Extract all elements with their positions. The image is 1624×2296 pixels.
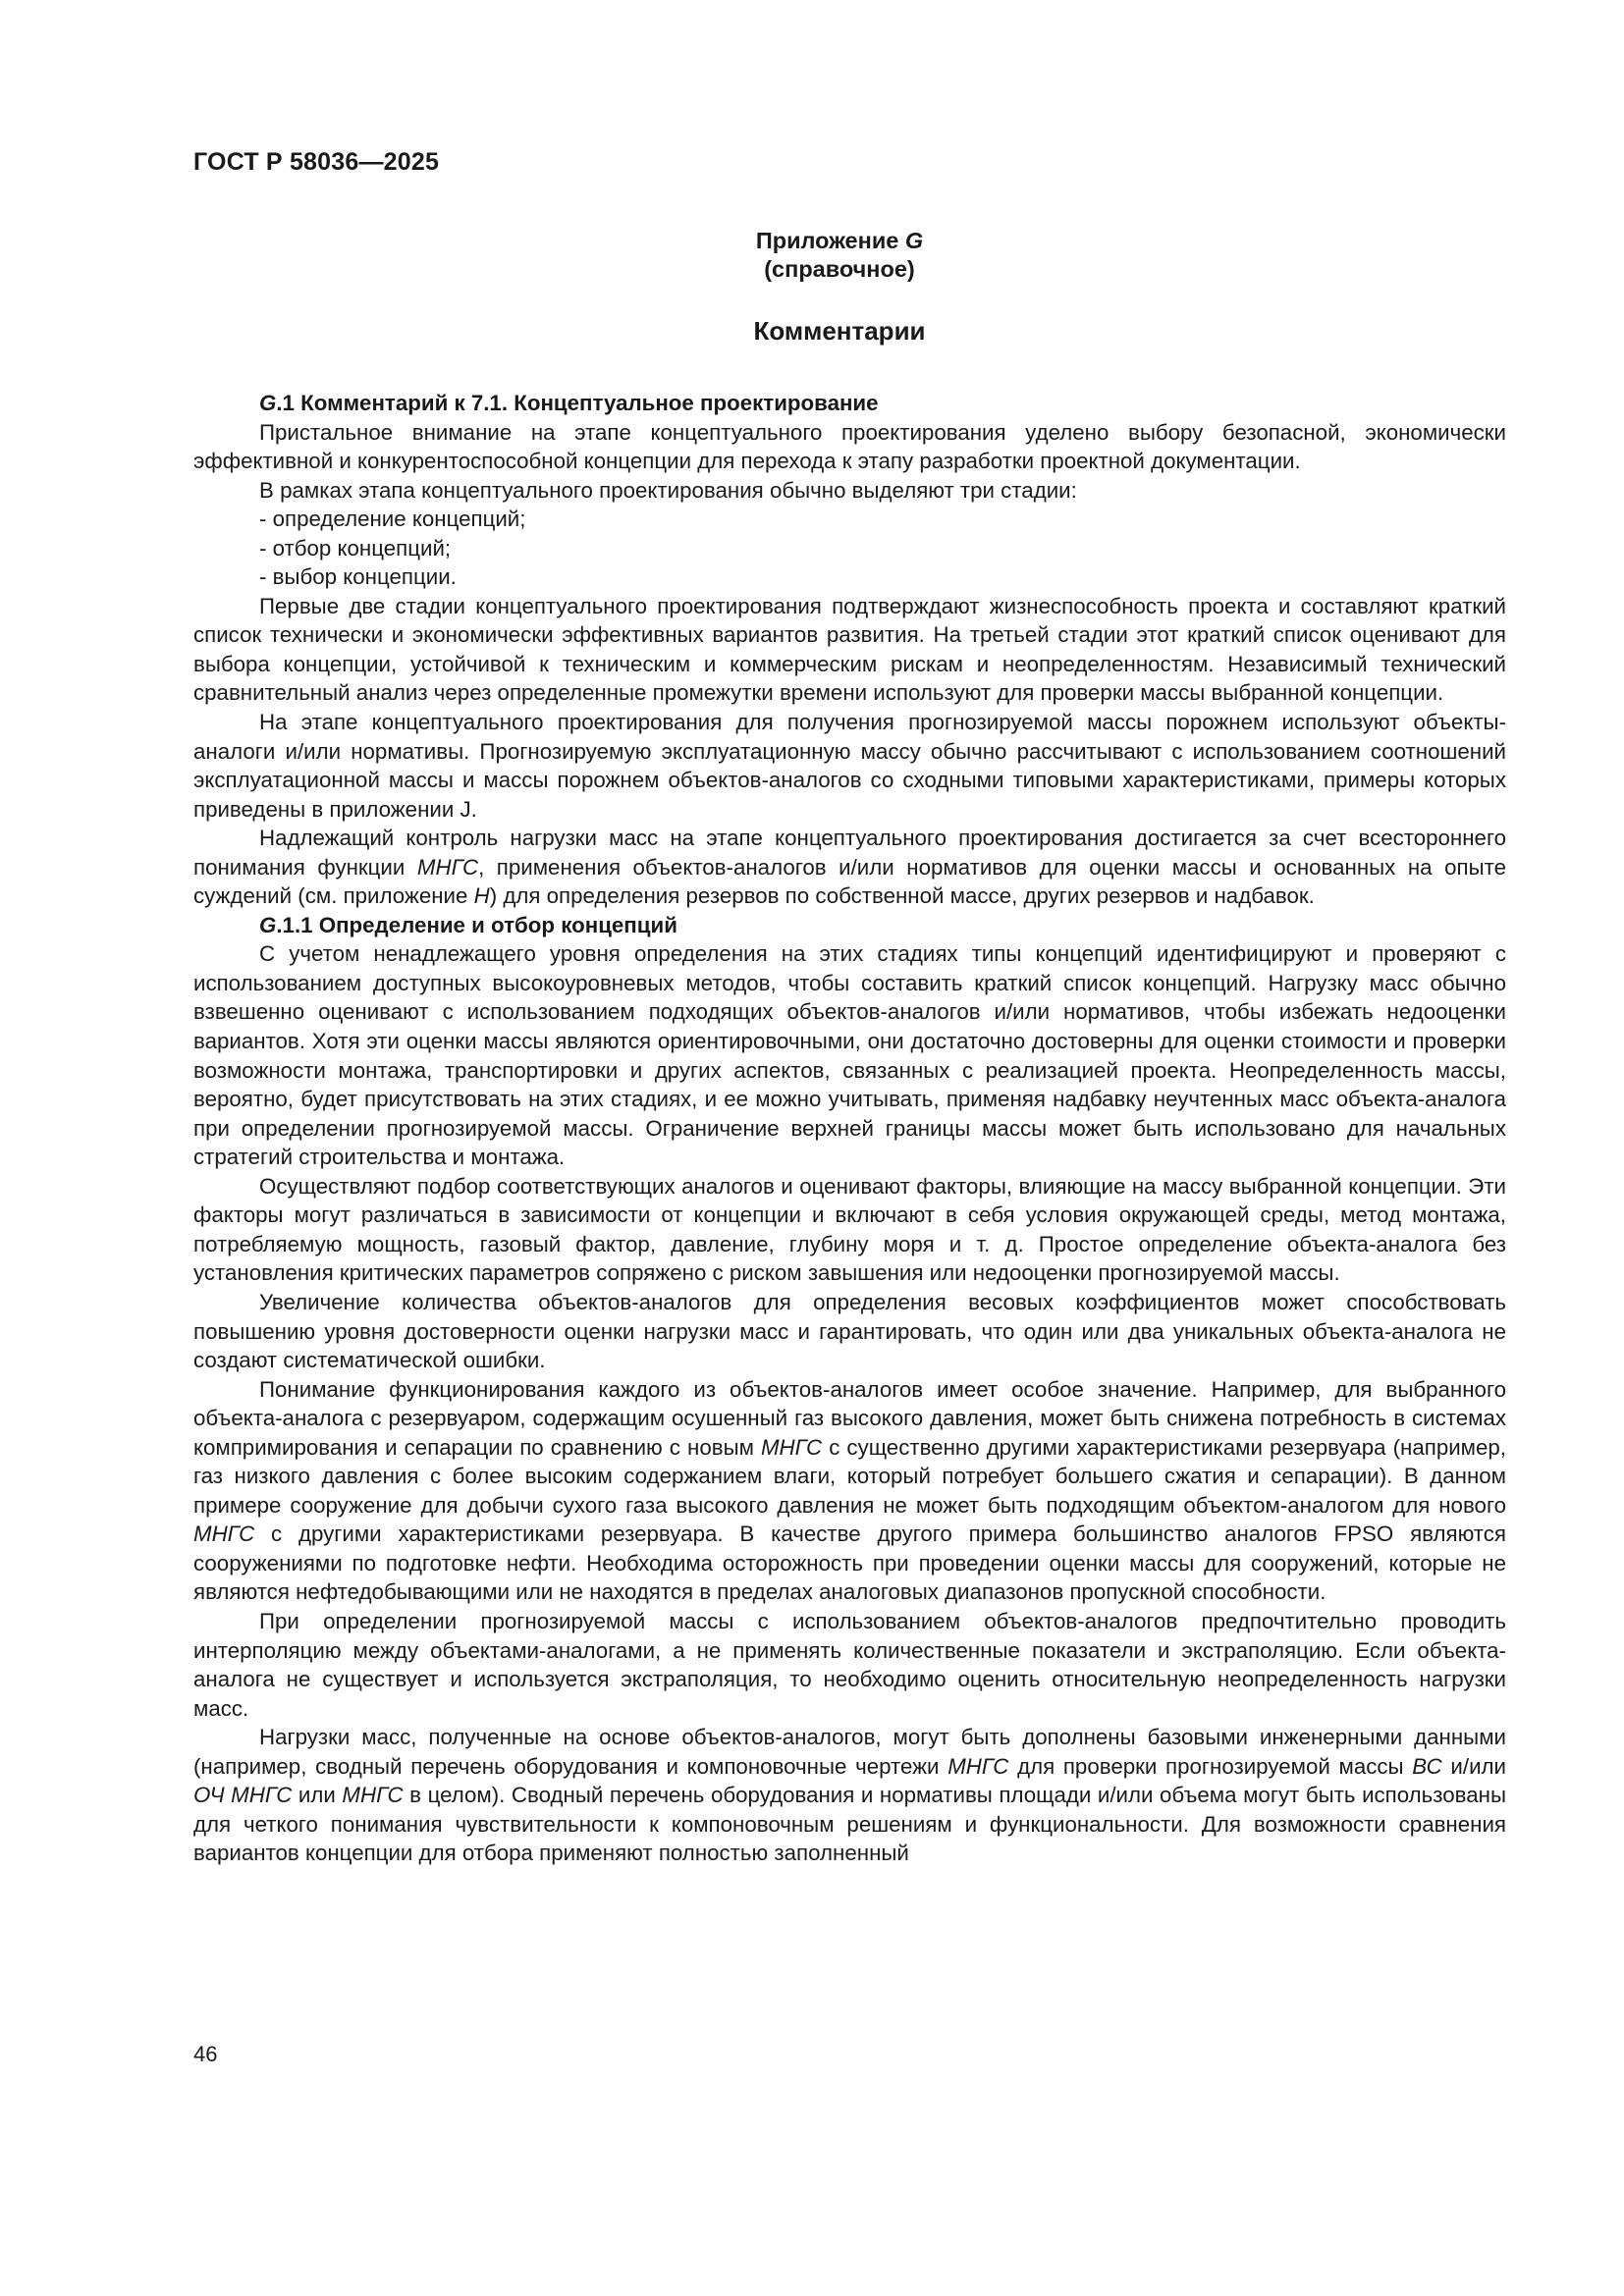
document-standard-number: ГОСТ Р 58036—2025 [193, 148, 440, 176]
appendix-letter: G [904, 228, 924, 253]
section-heading-g1: G.1 Комментарий к 7.1. Концептуальное проектирование [259, 391, 879, 415]
paragraph: Понимание функционирования каждого из объектов-аналогов имеет особое значение. Например, для выбранного объекта-аналога с резервуаром, содержащим осушенный газ высокого давления, может быть снижена потребность в системах компримирования и сепарации по сравнению с новым МНГС с существенно другими характеристиками резервуара (например, газ низкого давления с более высоким содержанием влаги, который потребует большего сжатия и сепарации). В данном примере сооружение для добычи сухого газа высокого давления не может быть подходящим объектом-аналогом для нового МНГС с другими характеристиками резервуара. В качестве другого примера большинство аналогов FPSO являются сооружениями по подготовке нефти. Необходима осторожность при проведении оценки массы для сооружений, которые не являются нефтедобывающими или не находятся в пределах аналоговых диапазонов пропускной способности. [193, 1376, 1506, 1605]
page-number: 46 [193, 2042, 218, 2066]
list-item: - отбор концепций; [259, 535, 452, 561]
paragraph: Надлежащий контроль нагрузки масс на этапе концептуального проектирования достигается за счет всестороннего понимания функции МНГС, применения объектов-аналогов и/или нормативов для оценки массы и основанных на опыте суждений (см. приложение H) для определения резервов по собственной массе, других резервов и надбавок. [193, 826, 1506, 909]
appendix-type: (справочное) [764, 256, 915, 282]
paragraph: Осуществляют подбор соответствующих аналогов и оценивают факторы, влияющие на массу выбранной концепции. Эти факторы могут различаться в зависимости от концепции и включают в себя условия окружающей среды, метод монтажа, потребляемую мощность, газовый фактор, давление, глубину моря и т. д. Простое определение объекта-аналога без установления критических параметров сопряжено с риском завышения или недооценки прогнозируемой массы. [193, 1173, 1506, 1286]
appendix-heading [0, 227, 1624, 284]
paragraph: С учетом ненадлежащего уровня определения на этих стадиях типы концепций идентифицируют и проверяют с использованием доступных высокоуровневых методов, чтобы составить краткий список концепций. Нагрузку масс обычно взвешенно оценивают с использованием подходящих объектов-аналогов и/или нормативов, чтобы избежать недооценки вариантов. Хотя эти оценки массы являются ориентировочными, они достаточно достоверны для оценки стоимости и проверки возможности монтажа, транспортировки и других аспектов, связанных с реализацией проекта. Неопределенность массы, вероятно, будет присутствовать на этих стадиях, и ее можно учитывать, применяя надбавку неучтенных масс объекта-аналога при определении прогнозируемой массы. Ограничение верхней границы массы может быть использовано для начальных стратегий строительства и монтажа. [193, 941, 1506, 1170]
list-item: - определение концепций; [259, 507, 526, 532]
list-item: - выбор концепции. [259, 564, 457, 590]
paragraph: При определении прогнозируемой массы с использованием объектов-аналогов предпочтительно проводить интерполяцию между объектами-аналогами, а не применять количественные показатели и экстраполяцию. Если объекта-аналога не существует и используется экстраполяция, то необходимо оценить относительную неопределенность нагрузки масс. [193, 1608, 1506, 1721]
appendix-label: Приложение G [755, 228, 924, 253]
paragraph: Первые две стадии концептуального проектирования подтверждают жизнеспособность проекта и составляют краткий список технически и экономически эффективных вариантов развития. На третьей стадии этот краткий список оценивают для выбора концепции, устойчивой к техническим и коммерческим рискам и неопределенностям. Независимый технический сравнительный анализ через определенные промежутки времени используют для проверки массы выбранной концепции. [193, 593, 1506, 706]
document-body [193, 389, 1506, 1868]
paragraph: Увеличение количества объектов-аналогов для определения весовых коэффициентов может способствовать повышению уровня достоверности оценки нагрузки масс и гарантировать, что один или два уникальных объекта-аналога не создают систематической ошибки. [193, 1289, 1506, 1373]
page-title: Комментарии [753, 316, 926, 346]
paragraph: Пристальное внимание на этапе концептуального проектирования уделено выбору безопасной, экономически эффективной и конкурентоспособной концепции для перехода к этапу разработки проектной документации. [193, 419, 1506, 474]
paragraph: Нагрузки масс, полученные на основе объектов-аналогов, могут быть дополнены базовыми инженерными данными (например, сводный перечень оборудования и компоновочные чертежи МНГС для проверки прогнозируемой массы ВС и/или ОЧ МНГС или МНГС в целом). Сводный перечень оборудования и нормативы площади и/или объема могут быть использованы для четкого понимания чувствительности к компоновочным решениям и функциональности. Для возможности сравнения вариантов концепции для отбора применяют полностью заполненный [193, 1725, 1506, 1866]
section-heading-g1-1: G.1.1 Определение и отбор концепций [259, 912, 677, 937]
paragraph: В рамках этапа концептуального проектирования обычно выделяют три стадии: [259, 477, 1077, 503]
paragraph: На этапе концептуального проектирования для получения прогнозируемой массы порожнем используют объекты-аналоги и/или нормативы. Прогнозируемую эксплуатационную массу обычно рассчитывают с использованием соотношений эксплуатационной массы и массы порожнем объектов-аналогов со сходными типовыми характеристиками, примеры которых приведены в приложении J. [193, 710, 1506, 822]
